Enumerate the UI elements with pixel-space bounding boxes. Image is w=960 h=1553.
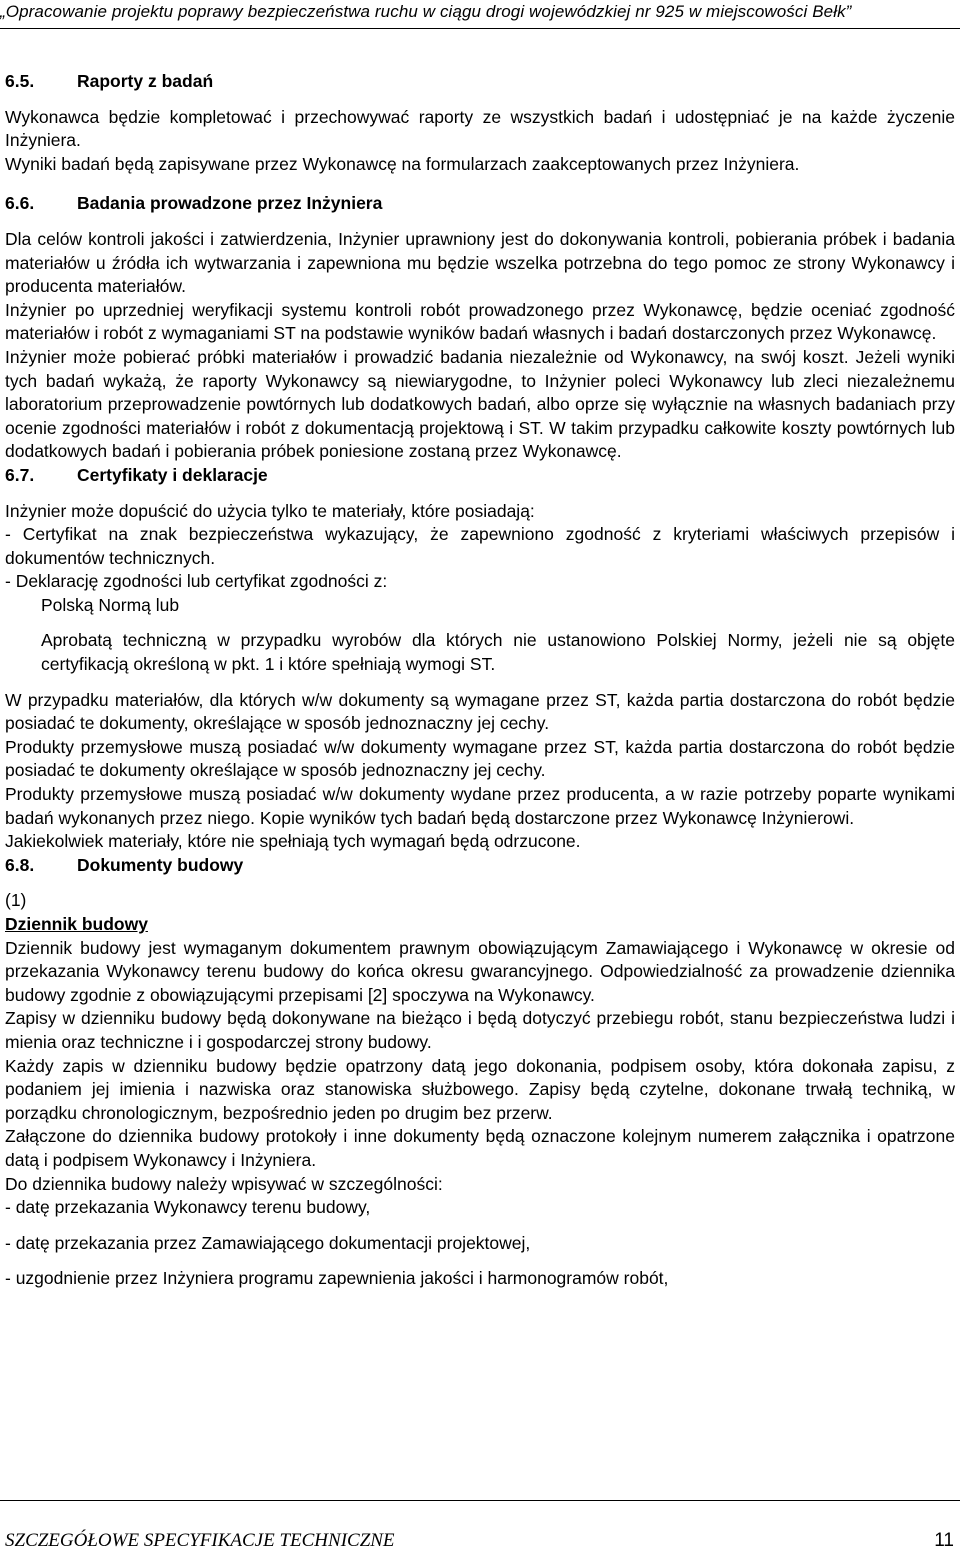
paragraph: Wykonawca będzie kompletować i przechowywać raporty ze wszystkich badań i udostępniać je na każde życzenie Inżyniera.	[5, 106, 955, 151]
paragraph: Produkty przemysłowe muszą posiadać w/w dokumenty wymagane przez ST, każda partia dostarczona do robót będzie posiadać te dokumenty określające w sposób jednoznaczny jej cechy.	[5, 736, 955, 781]
section-title: Dokumenty budowy	[77, 854, 244, 875]
list-item: - Deklarację zgodności lub certyfikat zgodności z:	[5, 571, 388, 592]
paragraph: Inżynier może dopuścić do użycia tylko te materiały, które posiadają:	[5, 500, 535, 521]
section-title: Badania prowadzone przez Inżyniera	[77, 193, 383, 214]
section-title: Certyfikaty i deklaracje	[77, 464, 268, 485]
sub-list-item: Polską Normą lub	[41, 594, 180, 615]
section-title: Raporty z badań	[77, 71, 214, 91]
list-item: - uzgodnienie przez Inżyniera programu zapewnienia jakości i harmonogramów robót,	[5, 1268, 669, 1289]
section-heading-6-8	[5, 854, 955, 878]
header-rule	[0, 28, 960, 29]
section-number: 6.6.	[5, 193, 35, 214]
footer-rule	[0, 1500, 960, 1501]
paragraph: Dziennik budowy jest wymaganym dokumentem prawnym obowiązującym Zamawiającego i Wykonawcę w okresie od przekazania Wykonawcy terenu budowy do końca okresu gwarancyjnego. Odpowiedzialność za prowadzenie dziennika budowy zgodnie z obowiązującymi przepisami [2] spoczywa na Wykonawcy.	[5, 937, 955, 1005]
section-heading-6-6	[5, 192, 955, 216]
sub-list-item: Aprobatą techniczną w przypadku wyrobów dla których nie ustanowiono Polskiej Normy, jeżeli nie są objęte certyfikacją określoną w pkt. 1 i które spełniają wymogi ST.	[41, 630, 955, 675]
paragraph: Jakiekolwiek materiały, które nie spełniają tych wymagań będą odrzucone.	[5, 831, 581, 852]
paragraph: Do dziennika budowy należy wpisywać w szczególności:	[5, 1173, 443, 1194]
document-body	[5, 70, 955, 1291]
section-number: 6.7.	[5, 464, 35, 485]
section-heading-6-7	[5, 464, 955, 488]
paragraph: Zapisy w dzienniku budowy będą dokonywane na bieżąco i będą dotyczyć przebiegu robót, stanu bezpieczeństwa ludzi i mienia oraz techniczne i i gospodarczej strony budowy.	[5, 1008, 955, 1052]
item-number: (1)	[5, 890, 27, 911]
list-item: - datę przekazania przez Zamawiającego dokumentacji projektowej,	[5, 1232, 531, 1253]
paragraph: Załączone do dziennika budowy protokoły i inne dokumenty będą oznaczone kolejnym numerem załącznika i opatrzone datą i podpisem Wykonawcy i Inżyniera.	[5, 1126, 955, 1170]
paragraph: Inżynier może pobierać próbki materiałów i prowadzić badania niezależnie od Wykonawcy, na swój koszt. Jeżeli wyniki tych badań wykażą, że raporty Wykonawcy są niewiarygodne, to Inżynier poleci Wykonawcy lub zleci niezależnemu laboratorium przeprowadzenie powtórnych lub dodatkowych badań, albo oprze się wyłącznie na własnych badaniach przy ocenie zgodności materiałów i robót z dokumentacją projektową i ST. W takim przypadku całkowite koszty powtórnych lub dodatkowych badań i pobierania próbek poniesione zostaną przez Wykonawcę.	[5, 346, 955, 462]
section-number: 6.8.	[5, 854, 35, 875]
header-title: „Opracowanie projektu poprawy bezpieczeństwa ruchu w ciągu drogi wojewódzkiej nr 925 w miejscowości Bełk”	[0, 2, 852, 21]
paragraph: Inżynier po uprzedniej weryfikacji systemu kontroli robót prowadzonego przez Wykonawcę, będzie oceniać zgodność materiałów i robót z wymaganiami ST na podstawie wyników badań własnych i badań dostarczonych przez Wykonawcę.	[5, 299, 955, 344]
page-footer	[0, 1500, 960, 1553]
section-number: 6.5.	[5, 71, 35, 91]
list-item: - datę przekazania Wykonawcy terenu budowy,	[5, 1197, 371, 1218]
list-item: - Certyfikat na znak bezpieczeństwa wykazujący, że zapewniono zgodność z kryteriami właściwych przepisów i dokumentów technicznych.	[5, 524, 955, 568]
footer-title: SZCZEGÓŁOWE SPECYFIKACJE TECHNICZNE	[5, 1530, 395, 1551]
page-number: 11	[934, 1530, 954, 1551]
paragraph: W przypadku materiałów, dla których w/w dokumenty są wymagane przez ST, każda partia dostarczona do robót będzie posiadać te dokumenty, określające w sposób jednoznaczny jej cechy.	[5, 689, 955, 734]
page-header	[0, 0, 960, 44]
paragraph: Produkty przemysłowe muszą posiadać w/w dokumenty wydane przez producenta, a w razie potrzeby poparte wynikami badań wykonanych przez niego. Kopie wyników tych badań będą dostarczone przez Wykonawcę Inżynierowi.	[5, 784, 955, 828]
subsection-title: Dziennik budowy	[5, 914, 148, 934]
paragraph: Wyniki badań będą zapisywane przez Wykonawcę na formularzach zaakceptowanych przez Inżyniera.	[5, 153, 800, 174]
section-heading-6-5	[5, 70, 955, 94]
paragraph: Dla celów kontroli jakości i zatwierdzenia, Inżynier uprawniony jest do dokonywania kontroli, pobierania próbek i badania materiałów u źródła ich wytwarzania i zapewniona mu będzie wszelka potrzebna do tego pomoc ze strony Wykonawcy i producenta materiałów.	[5, 228, 955, 297]
paragraph: Każdy zapis w dzienniku budowy będzie opatrzony datą jego dokonania, podpisem osoby, która dokonała zapisu, z podaniem jej imienia i nazwiska oraz stanowiska służbowego. Zapisy będą czytelne, dokonane trwałą techniką, w porządku chronologicznym, bezpośrednio jeden po drugim bez przerw.	[5, 1055, 955, 1123]
